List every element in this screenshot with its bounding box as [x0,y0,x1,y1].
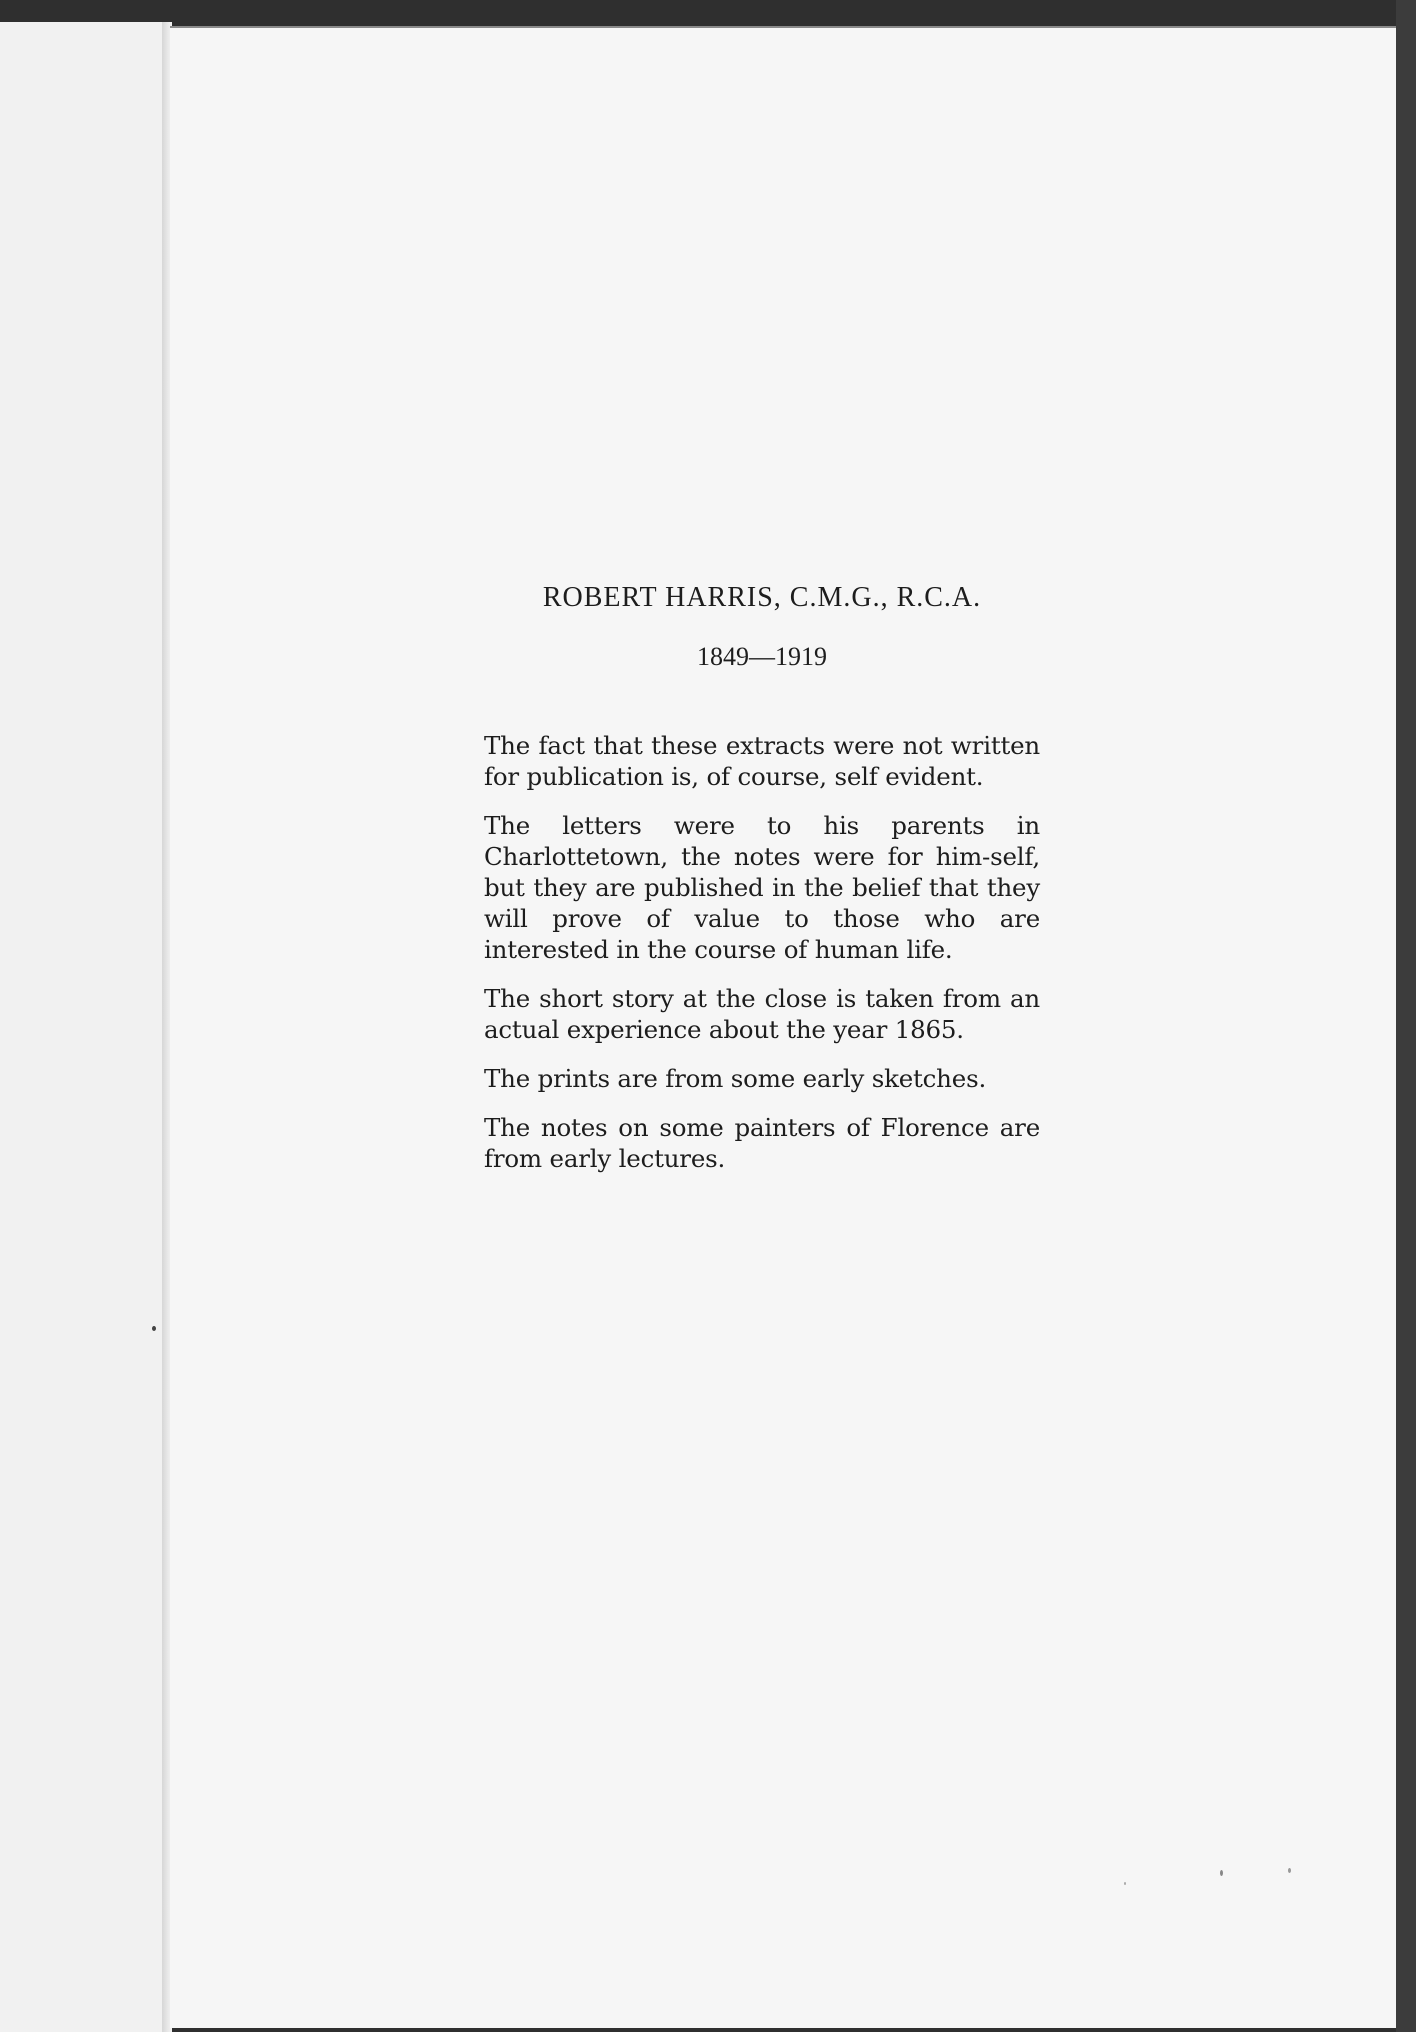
dust-speck [1124,1882,1126,1885]
paragraph: The short story at the close is taken from an actual experience about the year 1865. [484,984,1040,1044]
facing-page-edge [0,22,168,2032]
page-edge-shadow [1396,0,1416,2032]
page-content [484,582,1040,1192]
paragraph: The prints are from some early sketches. [484,1064,987,1093]
paragraph: The fact that these extracts were not written for publication is, of course, self evident. [484,731,1040,791]
paragraph: The notes on some painters of Florence are from early lectures. [484,1113,1040,1173]
page-title: ROBERT HARRIS, C.M.G., R.C.A. [542,582,982,613]
dust-speck [1288,1868,1291,1873]
dust-speck [152,1326,156,1331]
paragraph: The letters were to his parents in Charlottetown, the notes were for him-self, but they are published in the belief that they will prove of value to those who are interested in the course of human life. [484,811,1040,964]
life-dates: 1849—1919 [697,642,827,671]
dust-speck [1220,1870,1223,1876]
